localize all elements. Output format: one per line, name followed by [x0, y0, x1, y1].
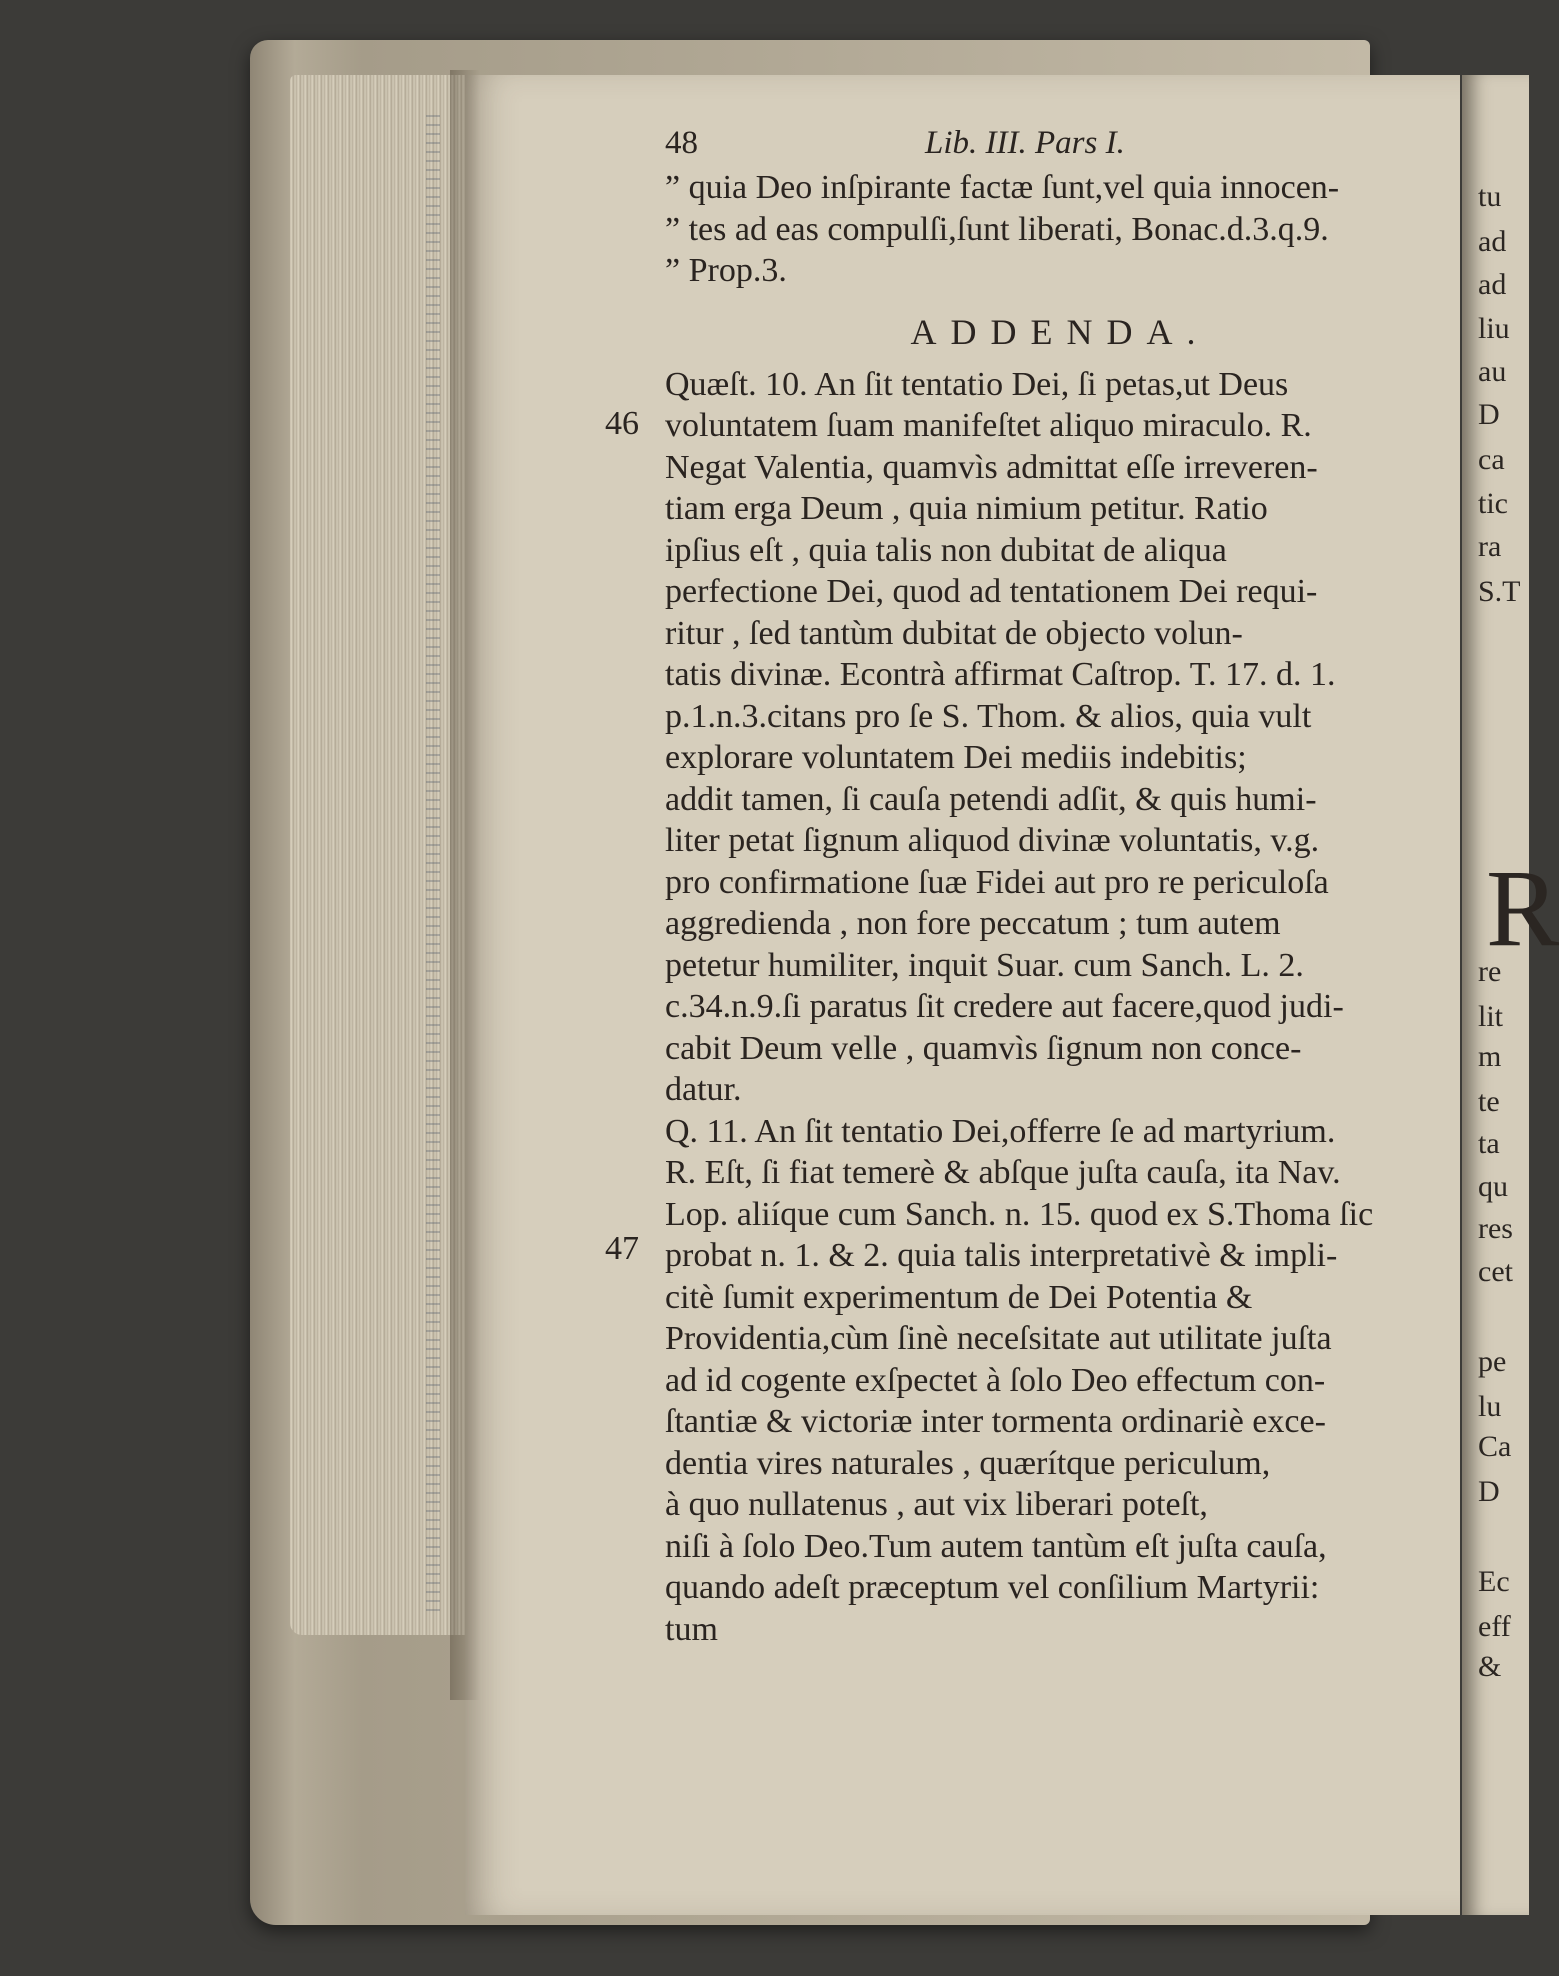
- text-line: tiam erga Deum , quia nimium petitur. Ratio: [665, 490, 1268, 527]
- text-line: à quo nullatenus , aut vix liberari poteſt,: [665, 1486, 1208, 1523]
- text-line: ” quia Deo inſpirante factæ ſunt,vel quia innocen-: [665, 169, 1340, 206]
- facing-line-fragment: re: [1478, 955, 1502, 988]
- facing-line-fragment: D: [1478, 1475, 1500, 1508]
- facing-line-fragment: eff: [1478, 1610, 1511, 1643]
- page-edges: [290, 75, 470, 1635]
- text-line: ritur , ſed tantùm dubitat de objecto volun-: [665, 614, 1243, 652]
- text-line: petetur humiliter, inquit Suar. cum Sanch. L. 2.: [665, 946, 1304, 984]
- gutter-shadow: [450, 70, 480, 1700]
- facing-line-fragment: &: [1478, 1650, 1502, 1683]
- text-line: cabit Deum velle , quamvìs ſignum non conce-: [665, 1029, 1302, 1067]
- facing-line-fragment: tu: [1478, 180, 1502, 213]
- text-line: Providentia,cùm ſinè neceſsitate aut utilitate juſta: [665, 1320, 1332, 1357]
- facing-line-fragment: ad: [1478, 225, 1507, 258]
- facing-line-fragment: lit: [1478, 1000, 1504, 1033]
- facing-line-fragment: cet: [1478, 1255, 1513, 1288]
- page-text-block: [665, 125, 1455, 1650]
- page-number: 48: [665, 125, 698, 161]
- text-line: voluntatem ſuam manifeſtet aliquo miraculo. R.: [665, 407, 1312, 444]
- facing-line-fragment: qu: [1478, 1170, 1508, 1203]
- text-line: quando adeſt præceptum vel conſilium Martyrii:: [665, 1569, 1320, 1606]
- text-line: ipſius eſt , quia talis non dubitat de aliqua: [665, 531, 1227, 569]
- facing-line-fragment: ra: [1478, 530, 1502, 563]
- facing-line-fragment: pe: [1478, 1345, 1507, 1378]
- facing-line-fragment: res: [1478, 1212, 1513, 1245]
- facing-initial-letter: R: [1486, 847, 1559, 969]
- text-line: citè ſumit experimentum de Dei Potentia &: [665, 1278, 1253, 1316]
- text-line: Negat Valentia, quamvìs admittat eſſe irreveren-: [665, 448, 1318, 486]
- text-line: Q. 11. An ſit tentatio Dei,offerre ſe ad martyrium.: [665, 1112, 1336, 1150]
- text-line: ” Prop.3.: [665, 252, 787, 289]
- facing-line-fragment: ta: [1478, 1127, 1500, 1160]
- question-11: [665, 1111, 1455, 1651]
- question-10: [665, 364, 1455, 1111]
- text-line: datur.: [665, 1071, 742, 1108]
- facing-line-fragment: D: [1478, 398, 1500, 431]
- text-line: addit tamen, ſi cauſa petendi adſit, & quis humi-: [665, 780, 1317, 818]
- text-line: probat n. 1. & 2. quia talis interpretativè & impli-: [665, 1237, 1338, 1274]
- text-line: perfectione Dei, quod ad tentationem Dei requi-: [665, 573, 1318, 610]
- margin-number-46: 46: [605, 405, 639, 442]
- text-line: ſtantiæ & victoriæ inter tormenta ordinariè exce-: [665, 1403, 1326, 1440]
- text-line: pro confirmatione ſuæ Fidei aut pro re periculoſa: [665, 863, 1329, 901]
- facing-line-fragment: liu: [1478, 312, 1510, 345]
- running-head: Lib. III. Pars I.: [925, 125, 1125, 161]
- facing-line-fragment: te: [1478, 1085, 1500, 1118]
- facing-line-fragment: ad: [1478, 268, 1507, 301]
- facing-line-fragment: au: [1478, 355, 1507, 388]
- margin-number-47: 47: [605, 1230, 639, 1267]
- text-line: aggredienda , non fore peccatum ; tum autem: [665, 905, 1281, 942]
- page-header: [665, 125, 1455, 167]
- text-line: niſi à ſolo Deo.Tum autem tantùm eſt juſta cauſa,: [665, 1527, 1327, 1565]
- text-line: tatis divinæ. Econtrà affirmat Caſtrop. T. 17. d. 1.: [665, 656, 1336, 693]
- facing-line-fragment: m: [1478, 1040, 1502, 1073]
- facing-line-fragment: S.T: [1478, 575, 1521, 608]
- facing-line-fragment: tic: [1478, 487, 1508, 520]
- lines-before-heading: [665, 167, 1455, 292]
- facing-line-fragment: Ca: [1478, 1430, 1512, 1463]
- text-line: Lop. aliíque cum Sanch. n. 15. quod ex S.Thoma ſic: [665, 1195, 1374, 1233]
- facing-line-fragment: ca: [1478, 443, 1505, 476]
- text-line: R. Eſt, ſi fiat temerè & abſque juſta cauſa, ita Nav.: [665, 1154, 1341, 1191]
- text-line: liter petat ſignum aliquod divinæ voluntatis, v.g.: [665, 822, 1320, 859]
- text-line: dentia vires naturales , quærítque periculum,: [665, 1444, 1271, 1482]
- text-line: Quæſt. 10. An ſit tentatio Dei, ſi petas,ut Deus: [665, 365, 1289, 403]
- facing-line-fragment: lu: [1478, 1390, 1502, 1423]
- section-heading: ADDENDA.: [910, 311, 1210, 352]
- text-line: c.34.n.9.ſi paratus ſit credere aut facere,quod judi-: [665, 988, 1344, 1025]
- facing-line-fragment: Ec: [1478, 1565, 1510, 1598]
- text-line: p.1.n.3.citans pro ſe S. Thom. & alios, quia vult: [665, 697, 1312, 735]
- text-line: ad id cogente exſpectet à ſolo Deo effectum con-: [665, 1361, 1326, 1399]
- text-line: ” tes ad eas compulſi,ſunt liberati, Bonac.d.3.q.9.: [665, 210, 1329, 248]
- text-line: tum: [665, 1610, 718, 1648]
- text-line: explorare voluntatem Dei mediis indebitis;: [665, 739, 1247, 776]
